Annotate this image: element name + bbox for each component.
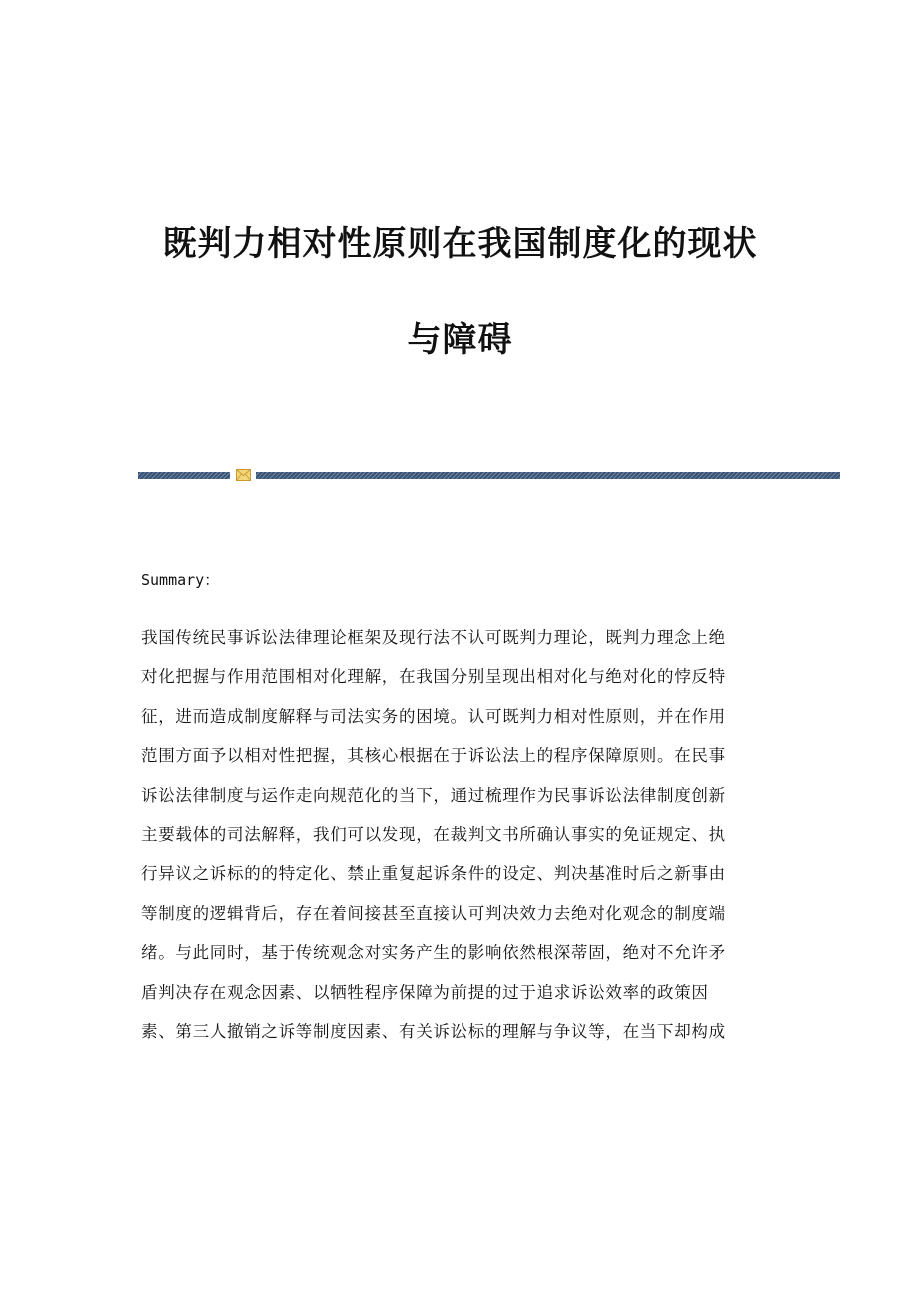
body-line: 盾判决存在观念因素、以牺牲程序保障为前提的过于追求诉讼效率的政策因 (141, 982, 709, 1002)
divider-bar-right (256, 472, 840, 479)
body-line: 等制度的逻辑背后，存在着间接甚至直接认可判决效力去绝对化观念的制度端 (141, 903, 726, 923)
body-line: 素、第三人撤销之诉等制度因素、有关诉讼标的理解与争议等，在当下却构成 (141, 1021, 726, 1041)
body-line: 征，进而造成制度解释与司法实务的困境。认可既判力相对性原则，并在作用 (141, 706, 726, 726)
document-title-line-1: 既判力相对性原则在我国制度化的现状 (162, 224, 758, 264)
body-line: 我国传统民事诉讼法律理论框架及现行法不认可既判力理论，既判力理念上绝 (141, 628, 726, 647)
body-line: 对化把握与作用范围相对化理解，在我国分别呈现出相对化与绝对化的悖反特 (141, 667, 726, 687)
summary-body (141, 618, 781, 1051)
body-line: 行异议之诉标的的特定化、禁止重复起诉条件的设定、判决基准时后之新事由 (141, 864, 726, 884)
body-line: 绪。与此同时，基于传统观念对实务产生的影响依然根深蒂固，绝对不允许矛 (141, 943, 726, 963)
summary-label: Summary： (141, 571, 220, 589)
document-title-line-2: 与障碍 (407, 320, 513, 360)
body-line: 主要载体的司法解释，我们可以发现，在裁判文书所确认事实的免证规定、执 (141, 824, 726, 844)
body-line: 范围方面予以相对性把握，其核心根据在于诉讼法上的程序保障原则。在民事 (141, 746, 726, 766)
body-line: 诉讼法律制度与运作走向规范化的当下，通过梳理作为民事诉讼法律制度创新 (141, 785, 726, 805)
divider-bar-left (138, 472, 230, 479)
envelope-emblem-icon (236, 469, 251, 481)
section-divider (138, 466, 840, 484)
